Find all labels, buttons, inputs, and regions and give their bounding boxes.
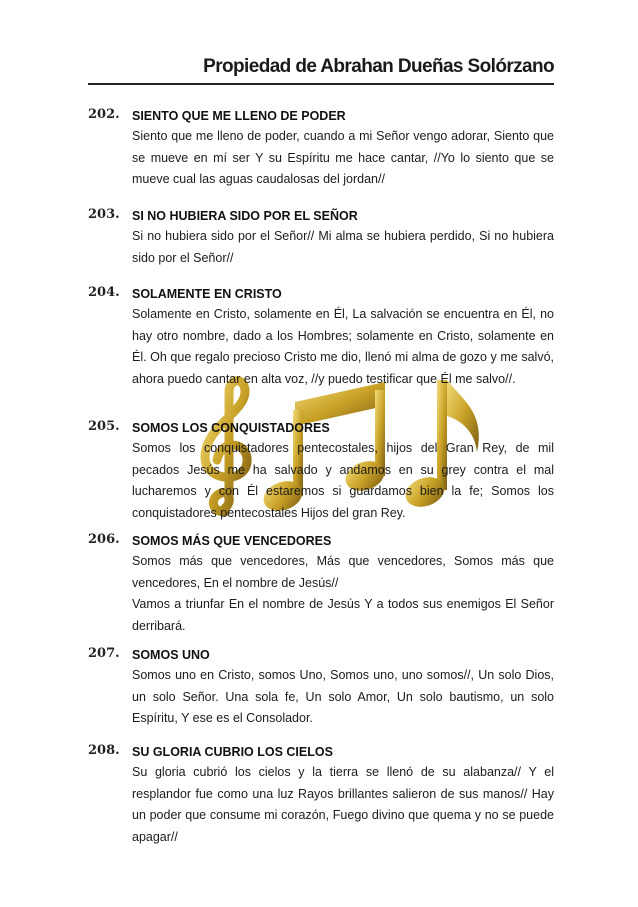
- song-title: SI NO HUBIERA SIDO POR EL SEÑOR: [132, 209, 358, 223]
- song-number: 208.: [88, 743, 120, 758]
- song-title: SOLAMENTE EN CRISTO: [132, 287, 282, 301]
- song-entry-204: [88, 285, 554, 390]
- song-title: SU GLORIA CUBRIO LOS CIELOS: [132, 745, 333, 759]
- page-header-title: Propiedad de Abrahan Dueñas Solórzano: [203, 56, 554, 77]
- song-entry-202: [88, 107, 554, 191]
- song-lyrics: [132, 126, 554, 191]
- song-number: 204.: [88, 285, 120, 300]
- song-lyrics: [132, 226, 554, 269]
- song-entry-203: [88, 207, 554, 269]
- song-lyrics: [132, 304, 554, 390]
- song-lyrics: [132, 438, 554, 524]
- song-title: SIENTO QUE ME LLENO DE PODER: [132, 109, 346, 123]
- song-number: 207.: [88, 646, 120, 661]
- lyrics-paragraph: Su gloria cubrió los cielos y la tierra se llenó de su alabanza// Y el resplandor fue como una luz Rayos brillantes salieron de sus manos// Hay un poder que consume mi corazón, Fuego divino que quema y no se puede apagar//: [132, 765, 554, 844]
- song-title: SOMOS UNO: [132, 648, 210, 662]
- song-lyrics: [132, 665, 554, 730]
- song-entry-205: [88, 419, 554, 524]
- song-title: SOMOS LOS CONQUISTADORES: [132, 421, 330, 435]
- song-entry-206: [88, 532, 554, 637]
- song-number: 202.: [88, 107, 120, 122]
- song-lyrics: [132, 551, 554, 637]
- song-number: 206.: [88, 532, 120, 547]
- lyrics-paragraph: Vamos a triunfar En el nombre de Jesús Y a todos sus enemigos El Señor derribará.: [132, 597, 554, 633]
- lyrics-paragraph: Solamente en Cristo, solamente en Él, La salvación se encuentra en Él, no hay otro nombre, dado a los Hombres; solamente en Cristo, solamente en Él. Oh que regalo precioso Cristo me dio, llenó mi alma de gozo y me salvó, ahora puedo cantar en alta voz, //y puedo testificar que Él me salvo//.: [132, 307, 554, 386]
- song-title: SOMOS MÁS QUE VENCEDORES: [132, 534, 332, 548]
- lyrics-paragraph: Somos los conquistadores pentecostales, hijos del Gran Rey, de mil pecados Jesús me ha salvado y andamos en su grey contra el mal lucharemos y con Él estaremos si guardamos bien la fe; Somos los conquistadores pentecostales Hijos del gran Rey.: [132, 441, 554, 520]
- song-entry-207: [88, 646, 554, 730]
- lyrics-paragraph: Somos más que vencedores, Más que vencedores, Somos más que vencedores, En el nombre de Jesús//: [132, 554, 554, 590]
- song-number: 205.: [88, 419, 120, 434]
- song-entry-208: [88, 743, 554, 848]
- lyrics-paragraph: Si no hubiera sido por el Señor// Mi alma se hubiera perdido, Si no hubiera sido por el Señor//: [132, 229, 554, 265]
- header-rule: [88, 83, 554, 85]
- lyrics-paragraph: Somos uno en Cristo, somos Uno, Somos uno, uno somos//, Un solo Dios, un solo Señor. Una sola fe, Un solo Amor, Un solo bautismo, un solo Espíritu, Y ese es el Consolador.: [132, 668, 554, 725]
- song-number: 203.: [88, 207, 120, 222]
- song-lyrics: [132, 762, 554, 848]
- lyrics-paragraph: Siento que me lleno de poder, cuando a mi Señor vengo adorar, Siento que se mueve en mí ser Y su Espíritu me hace cantar, //Yo lo siento que se mueve cual las aguas caudalosas del jordan//: [132, 129, 554, 186]
